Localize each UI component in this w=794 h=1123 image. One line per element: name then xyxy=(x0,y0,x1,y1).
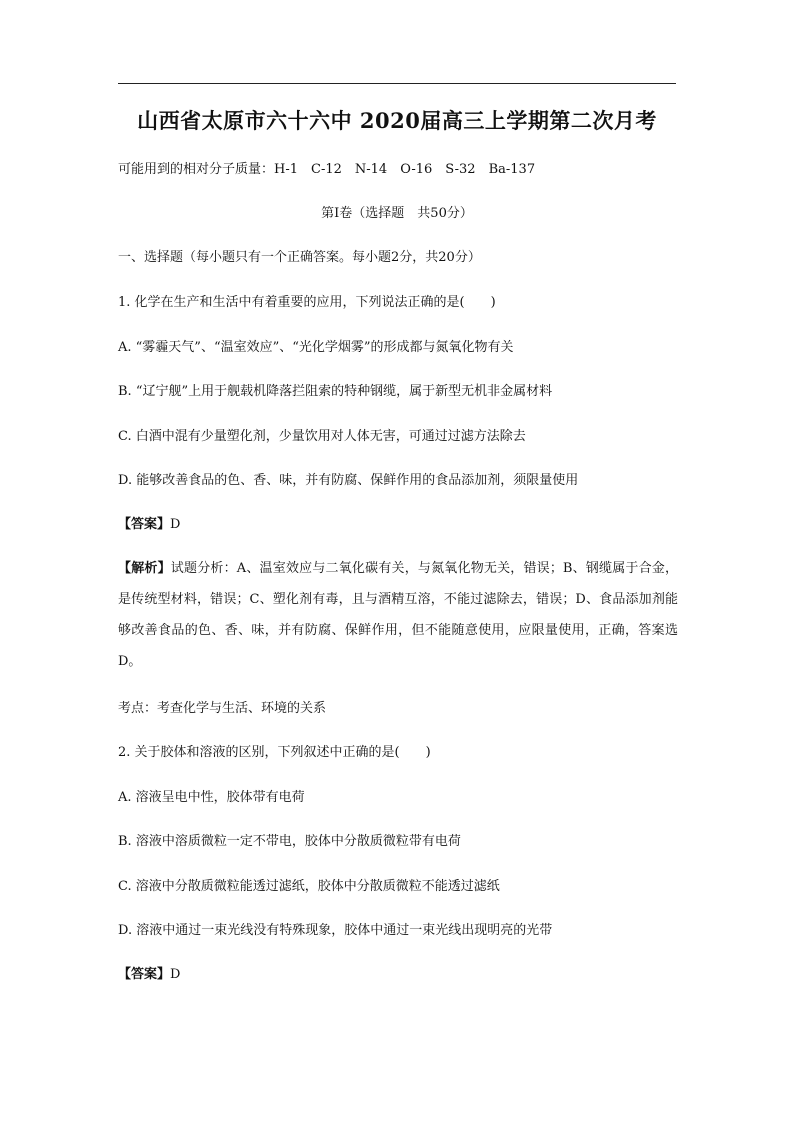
question-1-exam-point: 考点：考查化学与生活、环境的关系 xyxy=(118,701,327,716)
analysis-text: 试题分析：A、温室效应与二氧化碳有关，与氮氧化物无关，错误；B、钢缆属于合金，是传统型材料，错误；C、塑化剂有毒，且与酒精互溶，不能过滤除去，错误；D、食品添加剂能够改善食品的色、香、味，并有防腐、保鲜作用，但不能随意使用，应限量使用，正确，答案选D。 xyxy=(118,561,678,669)
atomic-masses-line: 可能用到的相对分子质量：H-1 C-12 N-14 O-16 S-32 Ba-137 xyxy=(118,162,536,177)
question-1-option-c: C. 白酒中混有少量塑化剂，少量饮用对人体无害，可通过过滤方法除去 xyxy=(118,429,526,444)
answer-label: 【答案】 xyxy=(118,517,171,532)
question-1-option-a: A. “雾霾天气”、“温室效应”、“光化学烟雾”的形成都与氮氧化物有关 xyxy=(118,340,514,355)
question-1-analysis xyxy=(118,553,678,677)
question-2-answer xyxy=(118,966,180,984)
question-1-answer xyxy=(118,516,180,534)
question-1-option-d: D. 能够改善食品的色、香、味，并有防腐、保鲜作用的食品添加剂，须限量使用 xyxy=(118,473,579,488)
question-1-option-b: B. “辽宁舰”上用于舰载机降落拦阻索的特种钢缆，属于新型无机非金属材料 xyxy=(118,384,553,399)
question-1-stem: 1. 化学在生产和生活中有着重要的应用，下列说法正确的是( ) xyxy=(118,295,496,310)
answer-label: 【答案】 xyxy=(118,967,171,982)
question-2-stem: 2. 关于胶体和溶液的区别，下列叙述中正确的是( ) xyxy=(118,745,431,760)
question-2-option-d: D. 溶液中通过一束光线没有特殊现象，胶体中通过一束光线出现明亮的光带 xyxy=(118,923,553,938)
answer-value: D xyxy=(170,517,181,532)
question-2-option-b: B. 溶液中溶质微粒一定不带电，胶体中分散质微粒带有电荷 xyxy=(118,834,461,849)
part-heading: 第Ⅰ卷（选择题 共50分） xyxy=(321,206,473,221)
answer-value: D xyxy=(170,967,181,982)
analysis-label: 【解析】 xyxy=(118,561,171,576)
header-rule xyxy=(118,83,676,84)
question-2-option-c: C. 溶液中分散质微粒能透过滤纸，胶体中分散质微粒不能透过滤纸 xyxy=(118,879,500,894)
document-title: 山西省太原市六十六中 2020届高三上学期第二次月考 xyxy=(137,108,657,133)
section-heading: 一、选择题（每小题只有一个正确答案。每小题2分，共20分） xyxy=(118,250,481,265)
question-2-option-a: A. 溶液呈电中性，胶体带有电荷 xyxy=(118,790,305,805)
